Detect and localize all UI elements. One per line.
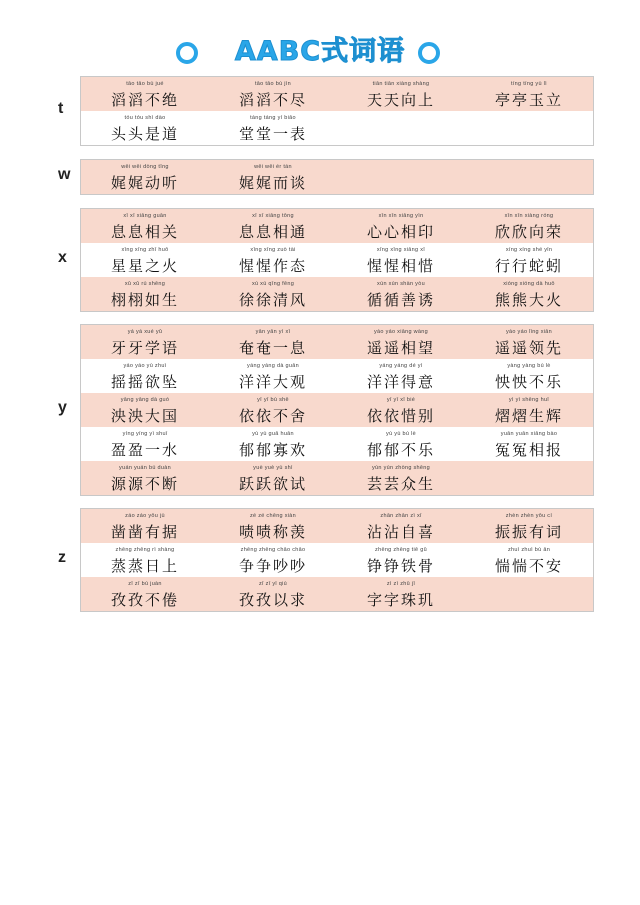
- word-cell: [209, 461, 337, 495]
- word-cell: [465, 209, 593, 243]
- section-y: [80, 324, 594, 496]
- word-cell: [209, 509, 337, 543]
- word-cell: [81, 325, 209, 359]
- word-row: [81, 577, 593, 611]
- word-row: [81, 77, 593, 111]
- word-cell: [209, 160, 337, 194]
- word-cell: [465, 509, 593, 543]
- word-cell: [337, 243, 465, 277]
- word-cell: [81, 543, 209, 577]
- word-row: [81, 111, 593, 145]
- pinyin-text: yáng yáng dé yì: [379, 363, 423, 369]
- word-cell: [81, 277, 209, 311]
- word-cell: [81, 427, 209, 461]
- pinyin-text: xióng xióng dà huǒ: [503, 281, 555, 287]
- word-cell: [81, 393, 209, 427]
- section-letter: t: [58, 100, 64, 117]
- word-cell: [337, 461, 465, 495]
- idiom-text: 徐徐清风: [238, 291, 307, 309]
- word-row: [81, 325, 593, 359]
- word-row: [81, 461, 593, 495]
- idiom-text: 行行蛇蚓: [494, 257, 563, 275]
- word-cell: [209, 277, 337, 311]
- section-letter: w: [58, 166, 71, 183]
- word-cell: [81, 209, 209, 243]
- word-cell: [337, 77, 465, 111]
- word-cell: [337, 160, 465, 194]
- word-row: [81, 209, 593, 243]
- idiom-text: 栩栩如生: [110, 291, 179, 309]
- section-x: [80, 208, 594, 312]
- pinyin-text: yuán yuán bú duàn: [119, 465, 171, 471]
- word-cell: [81, 509, 209, 543]
- pinyin-text: zé zé chēng xiàn: [249, 513, 297, 519]
- pinyin-text: yì yì shēng huī: [508, 397, 550, 403]
- word-cell: [337, 111, 465, 145]
- idiom-text: 依依惜别: [366, 407, 435, 425]
- word-cell: [465, 427, 593, 461]
- section-t: [80, 76, 594, 146]
- pinyin-text: xǔ xǔ rú shēng: [124, 281, 166, 287]
- word-cell: [337, 277, 465, 311]
- idiom-text: 娓娓而谈: [238, 174, 307, 192]
- pinyin-text: zī zī yǐ qiú: [258, 581, 288, 587]
- pinyin-text: xīng xīng zhī huǒ: [121, 247, 169, 253]
- word-cell: [465, 111, 593, 145]
- word-row: [81, 509, 593, 543]
- word-cell: [337, 427, 465, 461]
- idiom-text: 郁郁寡欢: [238, 441, 307, 459]
- word-row: [81, 427, 593, 461]
- pinyin-text: záo záo yǒu jù: [125, 513, 165, 519]
- idiom-text: 天天向上: [366, 91, 435, 109]
- pinyin-text: zhēng zhēng chǎo chǎo: [240, 547, 306, 553]
- idiom-text: 蒸蒸日上: [110, 557, 179, 575]
- idiom-text: 欣欣向荣: [494, 223, 563, 241]
- word-row: [81, 543, 593, 577]
- word-row: [81, 359, 593, 393]
- idiom-text: 娓娓动听: [110, 174, 179, 192]
- word-cell: [337, 359, 465, 393]
- idiom-text: 洋洋大观: [238, 373, 307, 391]
- word-cell: [209, 577, 337, 611]
- section-w: [80, 159, 594, 195]
- idiom-text: 字字珠玑: [366, 591, 435, 609]
- word-row: [81, 277, 593, 311]
- pinyin-text: tiān tiān xiàng shàng: [372, 81, 430, 87]
- word-cell: [465, 160, 593, 194]
- word-cell: [209, 77, 337, 111]
- word-cell: [337, 209, 465, 243]
- pinyin-text: yíng yíng yì shuǐ: [122, 431, 168, 437]
- idiom-text: 摇摇欲坠: [110, 373, 179, 391]
- idiom-text: 堂堂一表: [238, 125, 307, 143]
- word-cell: [465, 577, 593, 611]
- idiom-text: 惺惺相惜: [366, 257, 435, 275]
- word-cell: [337, 577, 465, 611]
- word-cell: [209, 325, 337, 359]
- word-cell: [81, 243, 209, 277]
- pinyin-text: zī zī bú juàn: [128, 581, 162, 587]
- section-letter: x: [58, 249, 67, 266]
- word-cell: [337, 509, 465, 543]
- idiom-text: 头头是道: [110, 125, 179, 143]
- word-cell: [81, 77, 209, 111]
- word-row: [81, 160, 593, 194]
- section-letter: y: [58, 399, 67, 416]
- idiom-text: 息息相通: [238, 223, 307, 241]
- idiom-text: 啧啧称羡: [238, 523, 307, 541]
- idiom-text: 滔滔不绝: [110, 91, 179, 109]
- pinyin-text: yáo yáo xiāng wàng: [373, 329, 429, 335]
- idiom-text: 争争吵吵: [238, 557, 307, 575]
- section-letter: z: [58, 549, 66, 566]
- pinyin-text: yǎn yǎn yì xī: [255, 329, 291, 335]
- pinyin-text: xīn xīn xiàng róng: [504, 213, 554, 219]
- word-cell: [209, 209, 337, 243]
- pinyin-text: wěi wěi dòng tīng: [121, 164, 169, 170]
- idiom-text: 心心相印: [366, 223, 435, 241]
- pinyin-text: tāo tāo bù jué: [126, 81, 164, 87]
- pinyin-text: xī xī xiāng guān: [123, 213, 167, 219]
- word-cell: [209, 427, 337, 461]
- pinyin-text: xún xún shàn yòu: [377, 281, 425, 287]
- pinyin-text: zhēng zhēng rì shàng: [115, 547, 175, 553]
- word-cell: [81, 461, 209, 495]
- word-cell: [465, 543, 593, 577]
- word-cell: [81, 577, 209, 611]
- idiom-text: 熠熠生辉: [494, 407, 563, 425]
- pinyin-text: yù yù guǎ huān: [252, 431, 294, 437]
- pinyin-text: zì zì zhū jī: [386, 581, 416, 587]
- word-cell: [209, 543, 337, 577]
- word-cell: [81, 160, 209, 194]
- idiom-text: 奄奄一息: [238, 339, 307, 357]
- idiom-text: 熊熊大火: [494, 291, 563, 309]
- section-z: [80, 508, 594, 612]
- pinyin-text: xīn xīn xiāng yìn: [378, 213, 424, 219]
- word-cell: [81, 111, 209, 145]
- idiom-text: 牙牙学语: [110, 339, 179, 357]
- idiom-text: 怏怏不乐: [494, 373, 563, 391]
- word-cell: [337, 325, 465, 359]
- word-cell: [337, 543, 465, 577]
- word-cell: [465, 461, 593, 495]
- pinyin-text: xú xú qīng fēng: [251, 281, 295, 287]
- idiom-text: 凿凿有据: [110, 523, 179, 541]
- idiom-text: 盈盈一水: [110, 441, 179, 459]
- pinyin-text: yuān yuān xiāng bào: [500, 431, 558, 437]
- pinyin-text: yáo yáo lǐng xiān: [505, 329, 553, 335]
- word-cell: [465, 77, 593, 111]
- word-cell: [209, 359, 337, 393]
- pinyin-text: xīng xīng xiāng xī: [376, 247, 426, 253]
- pinyin-text: wěi wěi ér tán: [254, 164, 292, 170]
- idiom-text: 泱泱大国: [110, 407, 179, 425]
- word-cell: [81, 359, 209, 393]
- idiom-text: 铮铮铁骨: [366, 557, 435, 575]
- pinyin-text: tóu tóu shì dào: [124, 115, 166, 121]
- pinyin-text: xīng xīng zuò tài: [250, 247, 296, 253]
- pinyin-text: zhèn zhèn yǒu cí: [505, 513, 553, 519]
- word-cell: [337, 393, 465, 427]
- idiom-text: 遥遥领先: [494, 339, 563, 357]
- pinyin-text: yáng yáng dà guān: [247, 363, 299, 369]
- idiom-text: 滔滔不尽: [238, 91, 307, 109]
- idiom-text: 惺惺作态: [238, 257, 307, 275]
- word-cell: [465, 359, 593, 393]
- pinyin-text: yá yá xué yǔ: [127, 329, 163, 335]
- idiom-text: 亭亭玉立: [494, 91, 563, 109]
- circle-bullet-icon: [418, 42, 440, 64]
- idiom-text: 遥遥相望: [366, 339, 435, 357]
- pinyin-text: zhuì zhuì bù ān: [507, 547, 551, 553]
- idiom-text: 星星之火: [110, 257, 179, 275]
- idiom-text: 息息相关: [110, 223, 179, 241]
- pinyin-text: zhēng zhēng tiě gǔ: [375, 547, 427, 553]
- pinyin-text: yàng yàng bú lè: [507, 363, 551, 369]
- page-header: [0, 34, 640, 70]
- pinyin-text: yuè yuè yù shì: [253, 465, 293, 471]
- pinyin-text: yù yù bú lè: [386, 431, 416, 437]
- idiom-text: 郁郁不乐: [366, 441, 435, 459]
- idiom-text: 洋洋得意: [366, 373, 435, 391]
- pinyin-text: yī yī xī bié: [386, 397, 416, 403]
- word-row: [81, 243, 593, 277]
- pinyin-text: zhān zhān zì xǐ: [380, 513, 422, 519]
- word-cell: [465, 277, 593, 311]
- word-cell: [209, 393, 337, 427]
- pinyin-text: yāng yāng dà guó: [120, 397, 170, 403]
- pinyin-text: xī xī xiāng tōng: [252, 213, 294, 219]
- idiom-text: 沾沾自喜: [366, 523, 435, 541]
- idiom-text: 惴惴不安: [494, 557, 563, 575]
- idiom-text: 芸芸众生: [366, 475, 435, 493]
- idiom-text: 跃跃欲试: [238, 475, 307, 493]
- word-cell: [209, 111, 337, 145]
- pinyin-text: tíng tíng yù lì: [511, 81, 547, 87]
- idiom-text: 循循善诱: [366, 291, 435, 309]
- pinyin-text: yī yī bù shě: [257, 397, 289, 403]
- idiom-text: 依依不舍: [238, 407, 307, 425]
- idiom-text: 振振有词: [494, 523, 563, 541]
- idiom-text: 冤冤相报: [494, 441, 563, 459]
- word-row: [81, 393, 593, 427]
- pinyin-text: yún yún zhòng shēng: [372, 465, 430, 471]
- pinyin-text: táng táng yí biǎo: [250, 115, 296, 121]
- pinyin-text: tāo tāo bù jìn: [254, 81, 291, 87]
- word-cell: [465, 393, 593, 427]
- idiom-text: 源源不断: [110, 475, 179, 493]
- idiom-text: 孜孜以求: [238, 591, 307, 609]
- idiom-text: 孜孜不倦: [110, 591, 179, 609]
- pinyin-text: xíng xíng shé yǐn: [505, 247, 553, 253]
- word-cell: [465, 243, 593, 277]
- word-cell: [209, 243, 337, 277]
- page-title: AABC式词语: [234, 36, 406, 67]
- word-cell: [465, 325, 593, 359]
- pinyin-text: yáo yáo yù zhuì: [123, 363, 167, 369]
